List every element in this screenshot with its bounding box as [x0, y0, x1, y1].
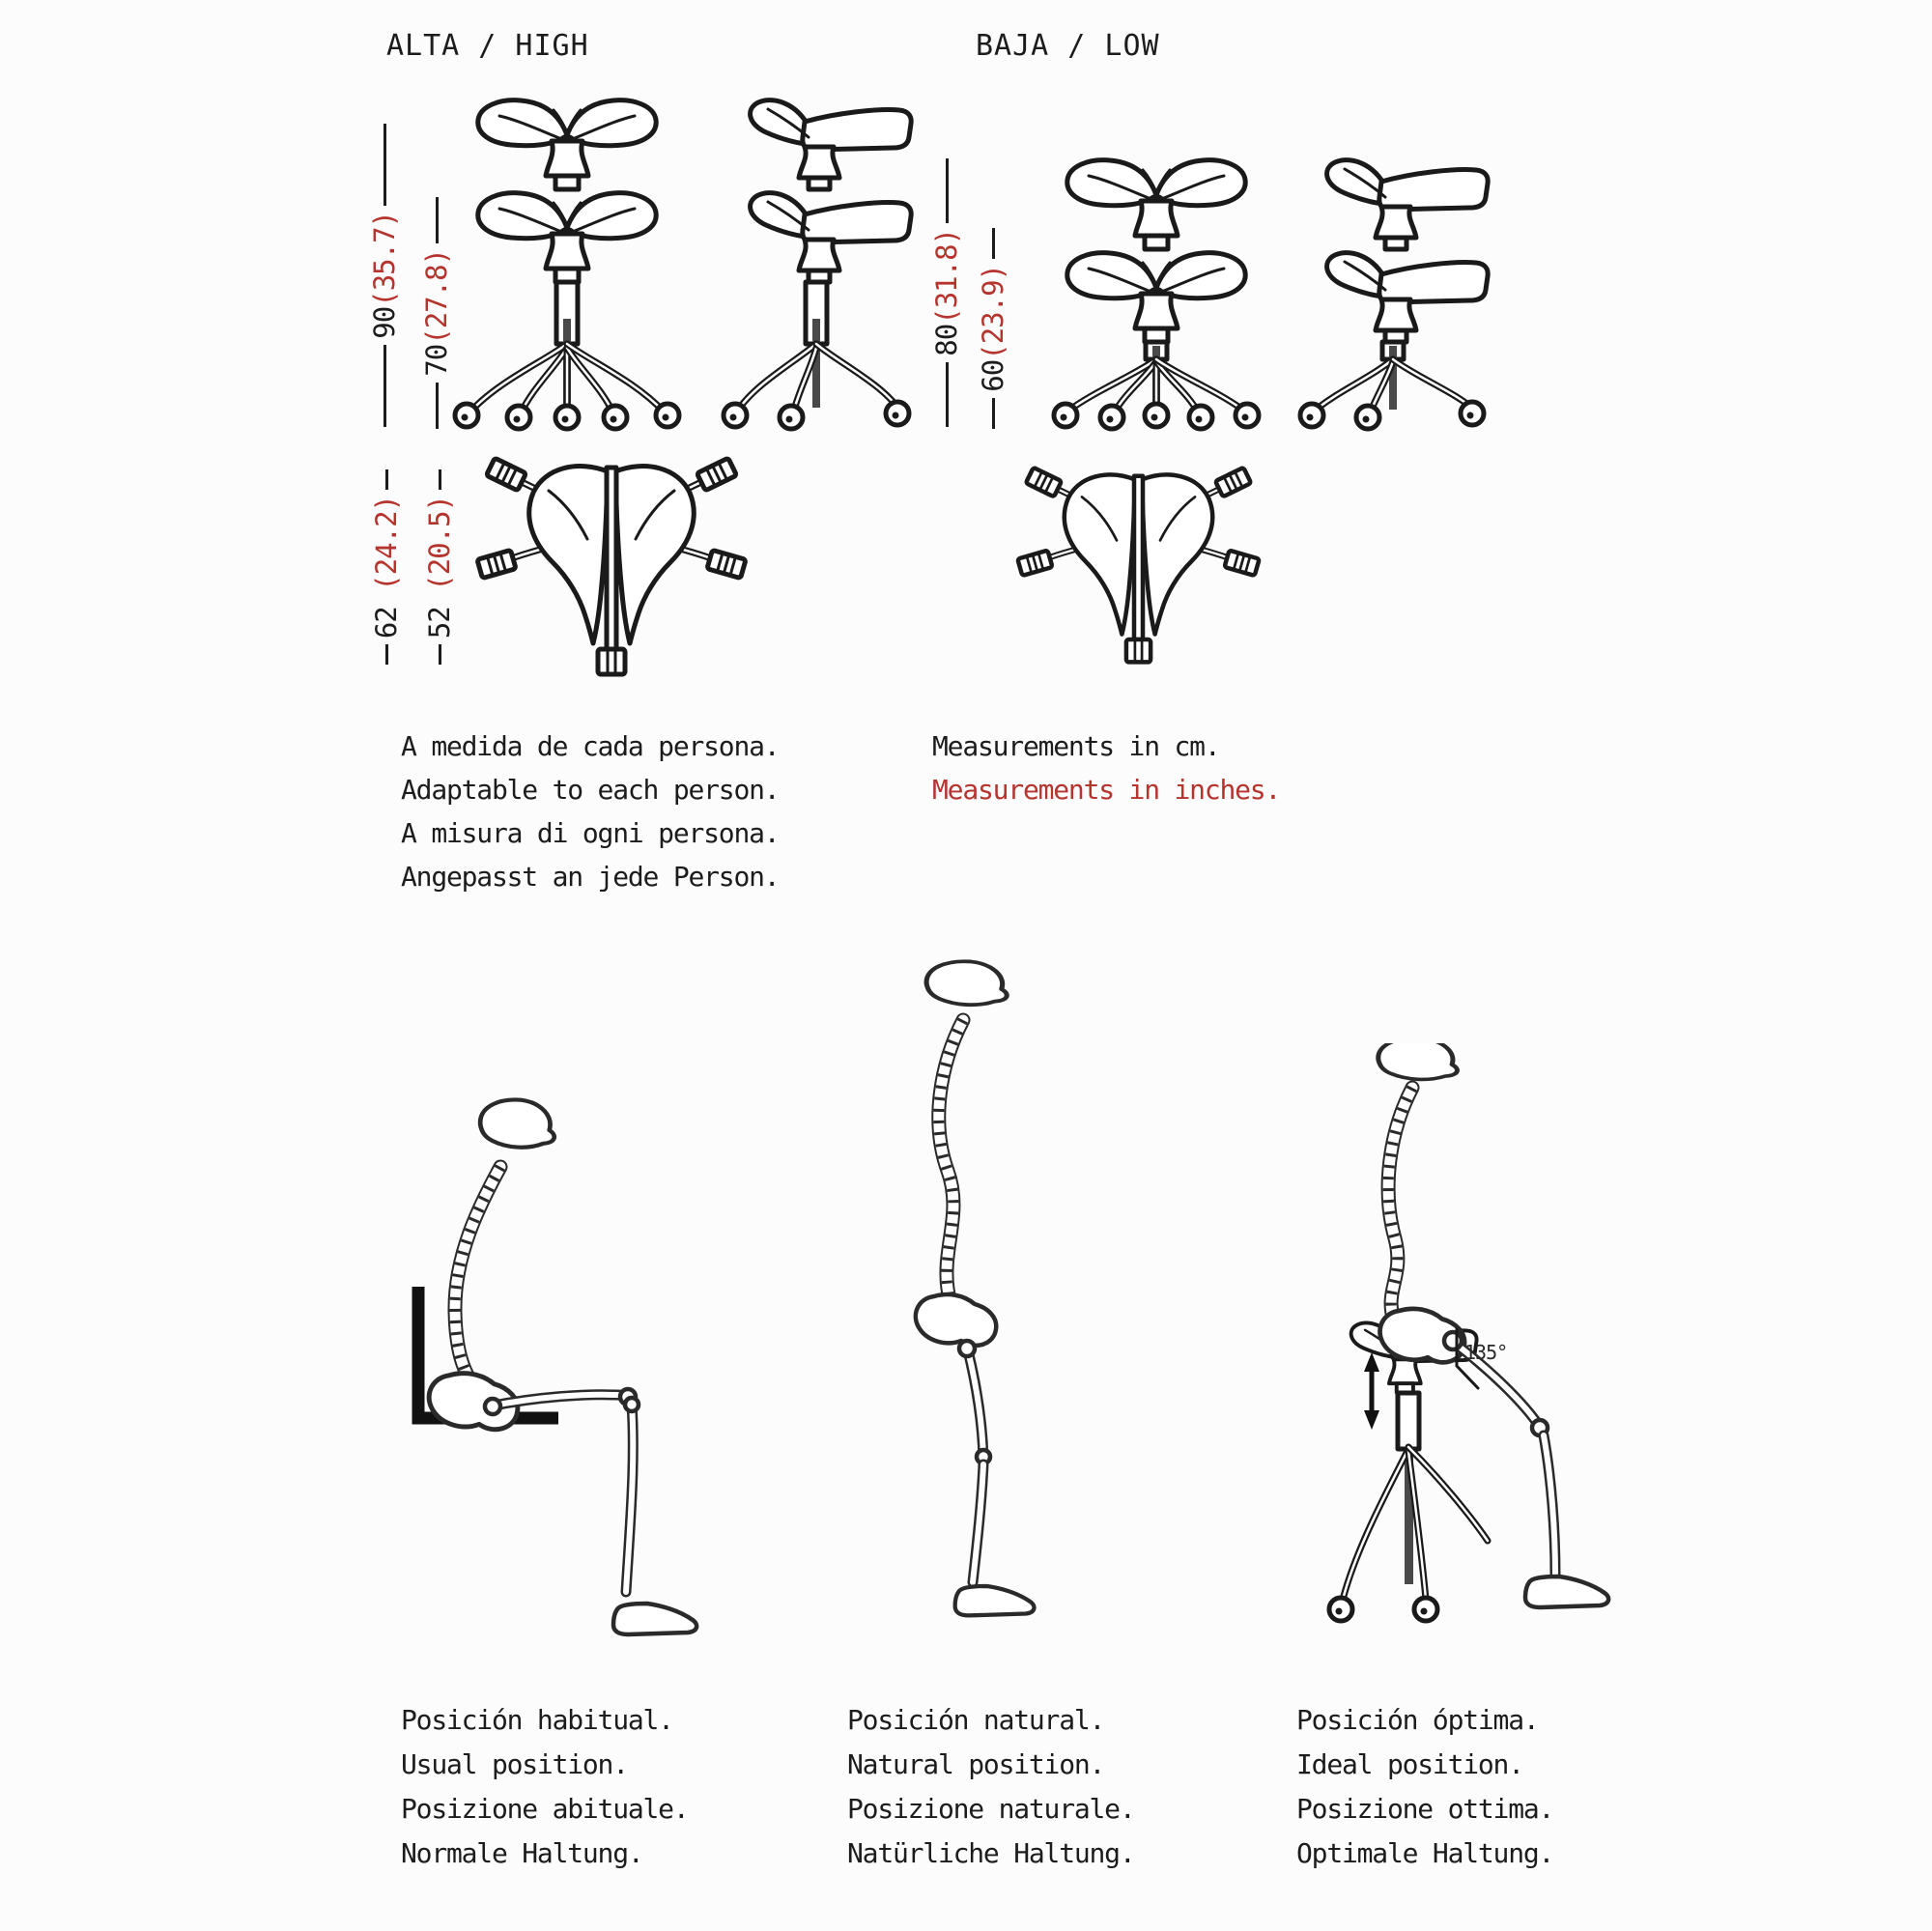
- caption-line-en: Usual position.: [401, 1748, 628, 1780]
- dimension-label: [367, 212, 401, 339]
- caption-line-de: Normale Haltung.: [401, 1837, 643, 1869]
- dimension-low-outer: [930, 158, 963, 427]
- skeleton-usual-position-illustration: [386, 1082, 734, 1642]
- dimension-inches-value: (24.2): [369, 495, 403, 591]
- caption-line-it: Posizione abituale.: [401, 1793, 689, 1825]
- dimension-label: [422, 495, 456, 639]
- dimension-line: [946, 158, 949, 223]
- seat-top-view-high-illustration: [471, 456, 752, 683]
- adaptability-note-es: A medida de cada persona.: [401, 730, 780, 762]
- caption-line-en: Natural position.: [847, 1748, 1105, 1780]
- dimension-line: [385, 469, 388, 490]
- dimension-cm-value: 60: [976, 359, 1009, 392]
- seat-top-view-low-illustration: [1012, 466, 1265, 670]
- dimension-inches-value: (31.8): [929, 229, 963, 325]
- dimension-cm-value: 90: [367, 306, 401, 339]
- dimension-line: [992, 228, 995, 259]
- dimension-high-outer: [368, 124, 401, 427]
- caption-line-es: Posición habitual.: [401, 1704, 673, 1736]
- dimension-line: [946, 362, 949, 427]
- measurement-note-cm: Measurements in cm.: [932, 730, 1220, 762]
- dimension-line: [992, 398, 995, 429]
- dimension-cm-value: 52: [422, 590, 456, 639]
- dimension-label: [976, 265, 1009, 392]
- adaptability-note: [401, 724, 779, 898]
- caption-ideal-position: [1296, 1698, 1553, 1876]
- dimension-seat-inner: [423, 469, 456, 665]
- dimension-line: [384, 345, 386, 427]
- dimension-label: [369, 495, 403, 639]
- caption-line-en: Ideal position.: [1296, 1748, 1523, 1780]
- dimension-inches-value: (23.9): [976, 265, 1009, 360]
- caption-line-de: Optimale Haltung.: [1296, 1837, 1554, 1869]
- caption-line-de: Natürliche Haltung.: [847, 1837, 1135, 1869]
- baja-low-heading: BAJA / LOW: [976, 29, 1160, 63]
- adaptability-note-de: Angepasst an jede Person.: [401, 861, 780, 893]
- dimension-label: [929, 229, 963, 356]
- adaptability-note-en: Adaptable to each person.: [401, 774, 780, 806]
- dimension-seat-outer: [370, 469, 403, 665]
- caption-line-it: Posizione ottima.: [1296, 1793, 1554, 1825]
- chair-low-front-illustration: [1038, 145, 1275, 444]
- chair-high-front-illustration: [440, 85, 696, 444]
- dimension-inches-value: (27.8): [419, 249, 453, 345]
- height-adjustment-arrow-icon: [1364, 1352, 1379, 1430]
- dimension-inches-value: (35.7): [367, 212, 401, 307]
- alta-high-heading: ALTA / HIGH: [386, 29, 589, 63]
- dimension-cm-value: 70: [419, 344, 453, 377]
- adaptability-note-it: A misura di ogni persona.: [401, 817, 780, 849]
- measurement-note: [932, 724, 1280, 811]
- dimension-inches-value: (20.5): [422, 495, 456, 591]
- dimension-line: [385, 644, 388, 665]
- caption-usual-position: [401, 1698, 689, 1876]
- chair-high-side-illustration: [710, 85, 918, 444]
- dimension-line: [439, 469, 441, 490]
- dimension-line: [439, 644, 441, 665]
- skeleton-natural-position-illustration: [903, 956, 1125, 1623]
- chair-low-side-illustration: [1285, 145, 1507, 444]
- caption-line-es: Posición natural.: [847, 1704, 1105, 1736]
- caption-line-es: Posición óptima.: [1296, 1704, 1539, 1736]
- dimension-line: [436, 197, 439, 243]
- dimension-low-inner: [977, 228, 1009, 429]
- dimension-line: [384, 124, 386, 206]
- dimension-line: [436, 383, 439, 429]
- measurement-note-inches: Measurements in inches.: [932, 774, 1281, 806]
- dimension-cm-value: 80: [929, 324, 963, 356]
- dimension-cm-value: 62: [369, 590, 403, 639]
- caption-line-it: Posizione naturale.: [847, 1793, 1135, 1825]
- caption-natural-position: [847, 1698, 1135, 1876]
- hip-angle-label: 135°: [1464, 1341, 1508, 1364]
